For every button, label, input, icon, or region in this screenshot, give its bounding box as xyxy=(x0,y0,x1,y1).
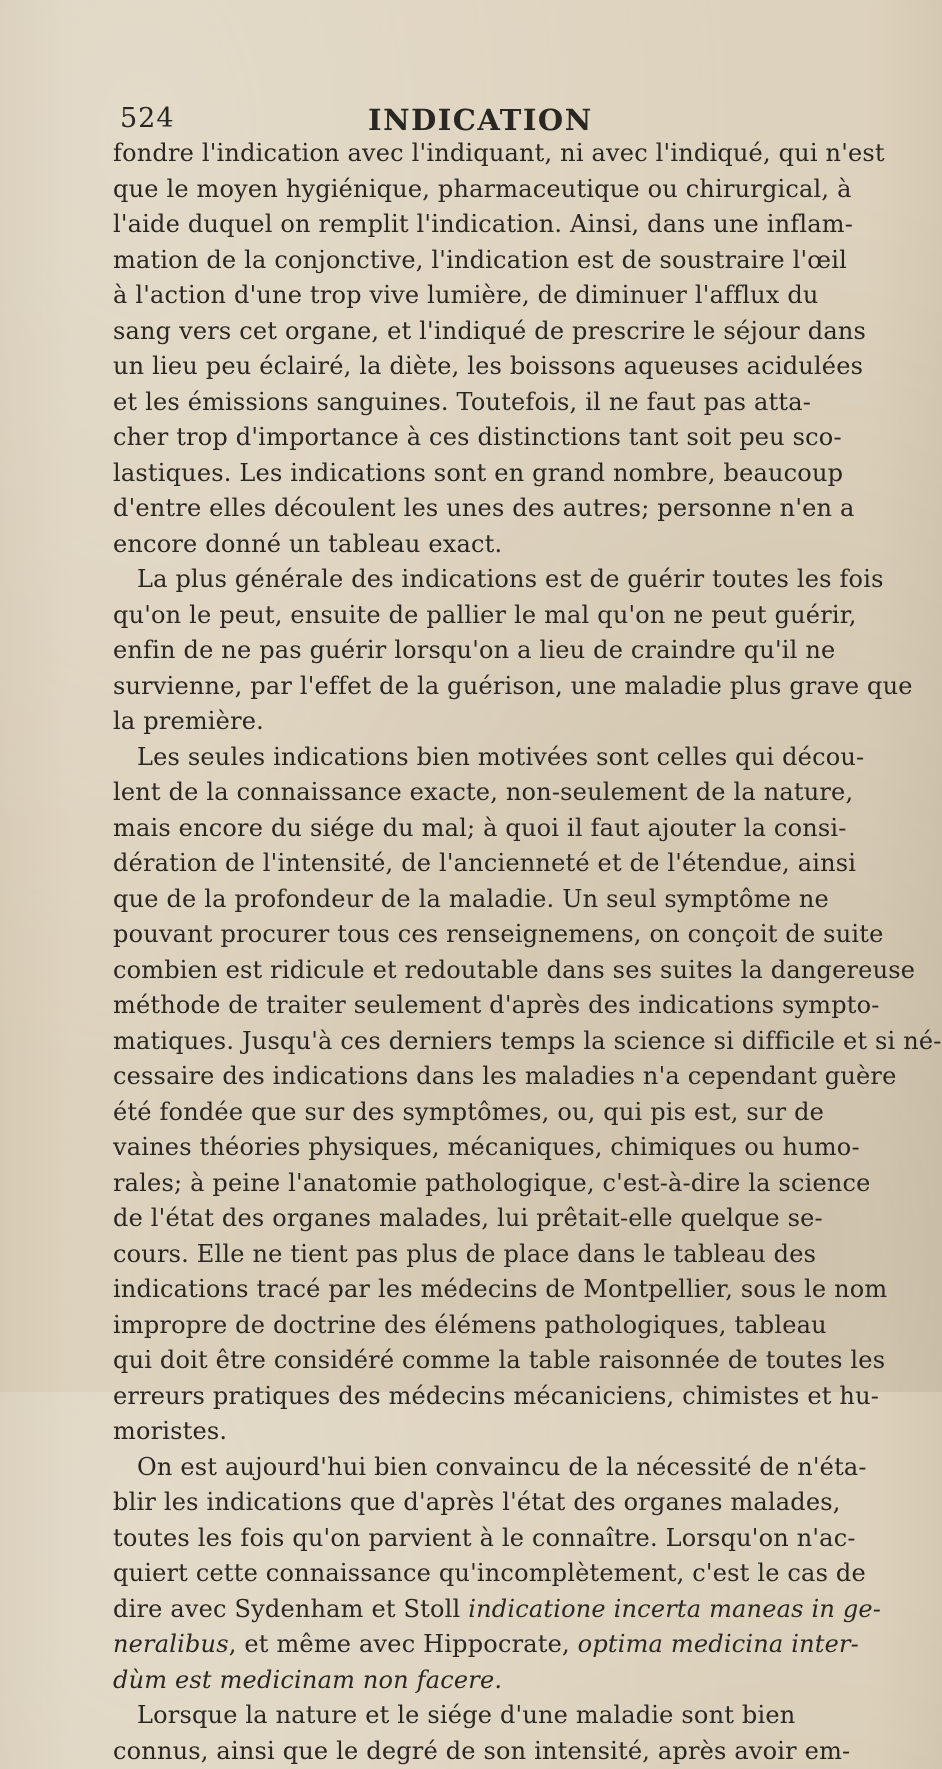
text-line: connus, ainsi que le degré de son intensité, après avoir em- xyxy=(113,1734,793,1769)
text-line: de l'état des organes malades, lui prêtait-elle quelque se- xyxy=(113,1201,793,1237)
text-line: dération de l'intensité, de l'ancienneté et de l'étendue, ainsi xyxy=(113,846,793,882)
text-line: à l'action d'une trop vive lumière, de diminuer l'afflux du xyxy=(113,278,793,314)
text-line: moristes. xyxy=(113,1414,793,1450)
text-line: dire avec Sydenham et Stoll indicatione incerta maneas in ge- xyxy=(113,1592,793,1628)
text-line: pouvant procurer tous ces renseignemens, on conçoit de suite xyxy=(113,917,793,953)
text-line: matiques. Jusqu'à ces derniers temps la science si difficile et si né- xyxy=(113,1024,793,1060)
text-line: combien est ridicule et redoutable dans ses suites la dangereuse xyxy=(113,953,793,989)
text-line: rales; à peine l'anatomie pathologique, c'est-à-dire la science xyxy=(113,1166,793,1202)
text-line: été fondée que sur des symptômes, ou, qui pis est, sur de xyxy=(113,1095,793,1131)
text-line: vaines théories physiques, mécaniques, chimiques ou humo- xyxy=(113,1130,793,1166)
text-line: survienne, par l'effet de la guérison, une maladie plus grave que xyxy=(113,669,793,705)
text-line: neralibus, et même avec Hippocrate, optima medicina inter- xyxy=(113,1627,793,1663)
text-line: blir les indications que d'après l'état des organes malades, xyxy=(113,1485,793,1521)
text-line: indications tracé par les médecins de Montpellier, sous le nom xyxy=(113,1272,793,1308)
text-line: cessaire des indications dans les maladies n'a cependant guère xyxy=(113,1059,793,1095)
text-line: qu'on le peut, ensuite de pallier le mal qu'on ne peut guérir, xyxy=(113,598,793,634)
latin-quotation: dùm est medicinam non facere. xyxy=(113,1666,502,1694)
text-line: la première. xyxy=(113,704,793,740)
text-line: que le moyen hygiénique, pharmaceutique ou chirurgical, à xyxy=(113,172,793,208)
text-line: La plus générale des indications est de guérir toutes les fois xyxy=(113,562,793,598)
text-line xyxy=(113,1663,793,1699)
latin-quotation: optima medicina inter- xyxy=(578,1630,859,1658)
text-line: Les seules indications bien motivées sont celles qui décou- xyxy=(113,740,793,776)
body-text xyxy=(113,136,793,1769)
text-line: et les émissions sanguines. Toutefois, il ne faut pas atta- xyxy=(113,385,793,421)
text-line: On est aujourd'hui bien convaincu de la nécessité de n'éta- xyxy=(113,1450,793,1486)
text-line: lent de la connaissance exacte, non-seulement de la nature, xyxy=(113,775,793,811)
text-line: que de la profondeur de la maladie. Un seul symptôme ne xyxy=(113,882,793,918)
text-line: enfin de ne pas guérir lorsqu'on a lieu de craindre qu'il ne xyxy=(113,633,793,669)
page-number: 524 xyxy=(120,103,175,134)
text-line: fondre l'indication avec l'indiquant, ni avec l'indiqué, qui n'est xyxy=(113,136,793,172)
text-line: erreurs pratiques des médecins mécaniciens, chimistes et hu- xyxy=(113,1379,793,1415)
text-line: mation de la conjonctive, l'indication est de soustraire l'œil xyxy=(113,243,793,279)
text-line: encore donné un tableau exact. xyxy=(113,527,793,563)
text-line: cher trop d'importance à ces distinctions tant soit peu sco- xyxy=(113,420,793,456)
text-line: méthode de traiter seulement d'après des indications sympto- xyxy=(113,988,793,1024)
text-line: qui doit être considéré comme la table raisonnée de toutes les xyxy=(113,1343,793,1379)
text-line: toutes les fois qu'on parvient à le connaître. Lorsqu'on n'ac- xyxy=(113,1521,793,1557)
text-line: lastiques. Les indications sont en grand nombre, beaucoup xyxy=(113,456,793,492)
text-line: quiert cette connaissance qu'incomplètement, c'est le cas de xyxy=(113,1556,793,1592)
latin-quotation: indicatione incerta maneas in ge- xyxy=(468,1595,881,1623)
text-line: sang vers cet organe, et l'indiqué de prescrire le séjour dans xyxy=(113,314,793,350)
text-line: mais encore du siége du mal; à quoi il faut ajouter la consi- xyxy=(113,811,793,847)
text-line: un lieu peu éclairé, la diète, les boissons aqueuses acidulées xyxy=(113,349,793,385)
text-line: l'aide duquel on remplit l'indication. Ainsi, dans une inflam- xyxy=(113,207,793,243)
text-line: impropre de doctrine des élémens pathologiques, tableau xyxy=(113,1308,793,1344)
running-head: INDICATION xyxy=(368,103,593,137)
text-line: Lorsque la nature et le siége d'une maladie sont bien xyxy=(113,1698,793,1734)
text-line: d'entre elles découlent les unes des autres; personne n'en a xyxy=(113,491,793,527)
text-line: cours. Elle ne tient pas plus de place dans le tableau des xyxy=(113,1237,793,1273)
latin-quotation: neralibus xyxy=(113,1630,229,1658)
